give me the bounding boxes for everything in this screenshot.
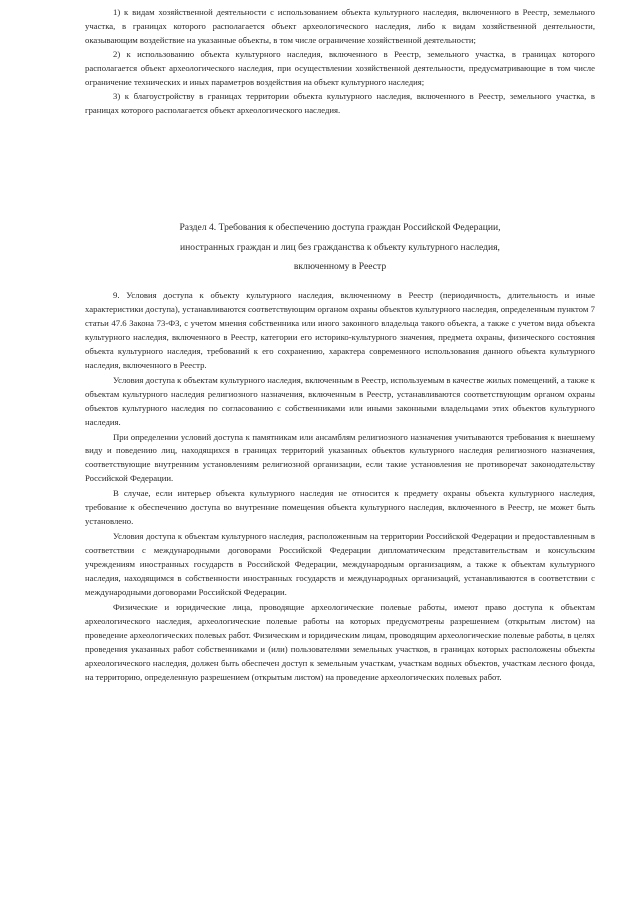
requirements-list — [85, 6, 595, 118]
list-item-2: 2) к использованию объекта культурного наследия, включенного в Реестр, земельного участка, в границах которого располагается объект археологического наследия, при осуществлении хозяйственной деятельности, предусматривающие в том числе ограничение технических и иных параметров воздействия на объект культурного наследия; — [85, 48, 595, 87]
paragraph-9: 9. Условия доступа к объекту культурного наследия, включенному в Реестр (периодичность, длительность и иные характеристики доступа), устанавливаются соответствующим органом охраны объектов культурного наследия, определенным пунктом 7 статьи 47.6 Закона 73-ФЗ, с учетом мнения собственника или иного законного владельца такого объекта, а также с учетом вида объекта культурного наследия, включенного в Реестр, категории его историко-культурного значения, предмета охраны, физического состояния объекта культурного наследия, требований к его сохранению, характера современного использования данного объекта культурного наследия, включенного в Реестр. — [85, 290, 595, 370]
paragraph-religious-ensembles: При определении условий доступа к памятникам или ансамблям религиозного назначения учитываются требования к внешнему виду и поведению лиц, находящихся в границах территорий указанных объектов культурного наследия религиозного назначения, соответствующие внутренним установлениям религиозной организации, если такие установления не противоречат законодательству Российской Федерации. — [85, 431, 595, 484]
list-item-1: 1) к видам хозяйственной деятельности с использованием объекта культурного наследия, включенного в Реестр, земельного участка, в границах которого располагается объект археологического наследия, либо к видам хозяйственной деятельности, оказывающим воздействие на указанные объекты, в том числе ограничение хозяйственной деятельности; — [85, 7, 595, 45]
paragraph-archaeological-works: Физические и юридические лица, проводящие археологические полевые работы, имеют право доступа к объектам археологического наследия, археологические полевые работы на которых предусмотрены разрешением (открытым листом) на проведение археологических полевых работ. Физическим и юридическим лицам, проводящим археологические полевые работы, в целях проведения указанных работ собственниками и (или) пользователями земельных участков, в границах которых расположены объекты археологического наследия, должен быть обеспечен доступ к земельным участкам, участкам водных объектов, участкам лесного фонда, на территорию, определенную разрешением (открытым листом) на проведение археологических полевых работ. — [85, 601, 595, 682]
section-heading-line-1: Раздел 4. Требования к обеспечению доступа граждан Российской Федерации, — [179, 222, 501, 233]
paragraph-interior: В случае, если интерьер объекта культурного наследия не относится к предмету охраны объекта культурного наследия, требование к обеспечению доступа во внутренние помещения объекта культурного наследия, включенного в Реестр, не может быть установлено. — [85, 488, 595, 527]
list-item-3: 3) к благоустройству в границах территории объекта культурного наследия, включенного в Реестр, земельного участка, в границах которого располагается объект археологического наследия. — [85, 90, 595, 115]
paragraph-diplomatic: Условия доступа к объектам культурного наследия, расположенным на территории Российской Федерации и предоставленным в соответствии с международными договорами Российской Федерации дипломатическим представительствам и консульским учреждениям иностранных государств в Российской Федерации, международным организациям, а также к объектам культурного наследия, находящимся в собственности иностранных государств и международных организаций, устанавливаются в соответствии с международными договорами Российской Федерации. — [85, 531, 595, 598]
section-body — [85, 289, 595, 686]
section-heading — [85, 218, 595, 277]
section-heading-line-2: иностранных граждан и лиц без гражданства к объекту культурного наследия, — [180, 241, 500, 253]
paragraph-residential-religious-access: Условия доступа к объектам культурного наследия, включенным в Реестр, используемым в качестве жилых помещений, а также к объектам культурного наследия религиозного назначения, включенным в Реестр, устанавливаются соответствующим органом охраны объектов культурного наследия по согласованию с собственниками или иными законными владельцами этих объектов культурного наследия. — [85, 374, 595, 427]
section-heading-line-3: включенному в Реестр — [293, 261, 387, 272]
